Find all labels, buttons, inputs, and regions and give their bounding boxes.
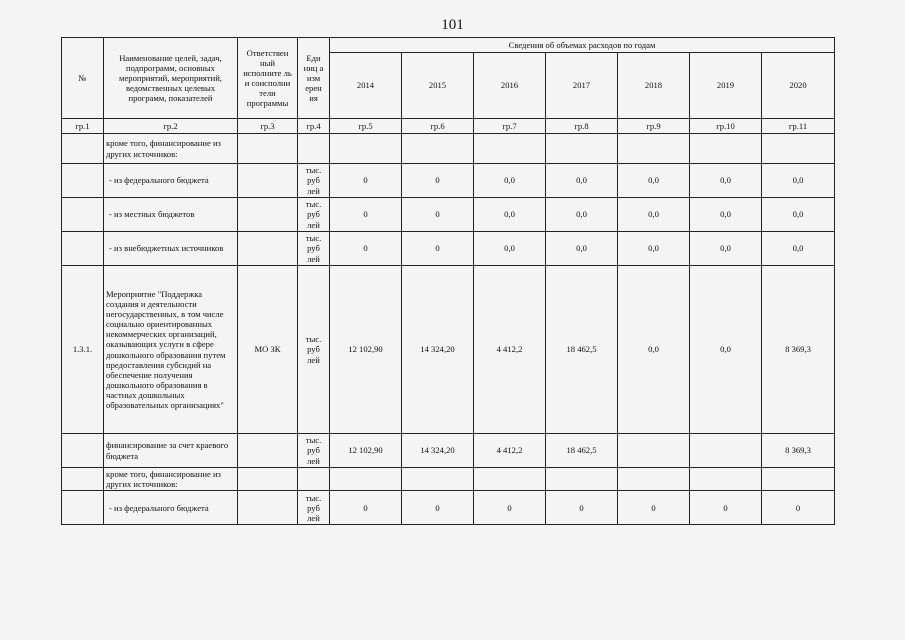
header-year: 2019 [690,52,762,118]
value-2014: 12 102,90 [330,266,402,434]
value-2015: 0 [402,164,474,198]
value-2018 [618,134,690,164]
value-2019 [690,434,762,468]
header-year: 2014 [330,52,402,118]
value-2016: 4 412,2 [474,434,546,468]
value-2020: 0,0 [762,198,835,232]
header-number: № [62,38,104,119]
value-2020: 0,0 [762,232,835,266]
row-executor [238,491,298,525]
row-unit [298,134,330,164]
row-executor [238,198,298,232]
value-2017: 18 462,5 [546,434,618,468]
header-year: 2017 [546,52,618,118]
header-year: 2018 [618,52,690,118]
value-2014: 0 [330,164,402,198]
value-2019: 0,0 [690,232,762,266]
header-year: 2015 [402,52,474,118]
value-2019: 0 [690,491,762,525]
value-2016: 4 412,2 [474,266,546,434]
table-header [62,38,835,134]
value-2020: 8 369,3 [762,266,835,434]
group-label: гр.4 [298,119,330,134]
row-number [62,468,104,491]
row-unit: тыс. руб лей [298,491,330,525]
value-2015: 0 [402,232,474,266]
table-row [62,134,835,164]
group-label: гр.7 [474,119,546,134]
value-2014 [330,134,402,164]
group-label: гр.8 [546,119,618,134]
table-row [62,468,835,491]
row-unit: тыс. руб лей [298,164,330,198]
value-2016: 0,0 [474,198,546,232]
value-2014: 0 [330,198,402,232]
row-unit: тыс. руб лей [298,266,330,434]
row-name: - из федерального бюджета [104,164,238,198]
row-name: - из федерального бюджета [104,491,238,525]
group-label: гр.10 [690,119,762,134]
value-2018: 0,0 [618,232,690,266]
row-name: Мероприятие "Поддержка создания и деятельности негосударственных, в том числе социально ориентированных некоммерческих организаций, оказывающих услуги в сфере дошкольного образования путем предоставления субсидий на обеспечение получения дошкольного образования в частных дошкольных образовательных организациях" [104,266,238,434]
row-executor [238,134,298,164]
group-label: гр.6 [402,119,474,134]
row-name: - из внебюджетных источников [104,232,238,266]
header-year: 2016 [474,52,546,118]
row-number [62,164,104,198]
row-name: - из местных бюджетов [104,198,238,232]
value-2017: 18 462,5 [546,266,618,434]
value-2017 [546,134,618,164]
value-2015: 0 [402,491,474,525]
row-number [62,434,104,468]
value-2018: 0 [618,491,690,525]
value-2014: 0 [330,232,402,266]
value-2019: 0,0 [690,266,762,434]
value-2015: 14 324,20 [402,434,474,468]
value-2019: 0,0 [690,198,762,232]
group-label: гр.5 [330,119,402,134]
row-unit: тыс. руб лей [298,434,330,468]
table-row [62,491,835,525]
value-2014: 12 102,90 [330,434,402,468]
header-year: 2020 [762,52,835,118]
value-2018 [618,468,690,491]
row-name: кроме того, финансирование из других источников: [104,468,238,491]
group-label: гр.11 [762,119,835,134]
group-label: гр.2 [104,119,238,134]
value-2014: 0 [330,491,402,525]
row-name: финансирование за счет краевого бюджета [104,434,238,468]
value-2020: 0,0 [762,164,835,198]
value-2019 [690,468,762,491]
row-unit: тыс. руб лей [298,198,330,232]
row-number [62,198,104,232]
group-label: гр.3 [238,119,298,134]
header-unit: Еди ниц а изм ерен ия [298,38,330,119]
value-2016: 0,0 [474,232,546,266]
row-name: кроме того, финансирование из других источников: [104,134,238,164]
header-executor: Ответствен ный исполните ль и соисполни тели программы [238,38,298,119]
row-executor: МО ЗК [238,266,298,434]
expense-table [61,37,835,525]
value-2018: 0,0 [618,198,690,232]
value-2015: 14 324,20 [402,266,474,434]
table-row-measure [62,266,835,434]
value-2019 [690,134,762,164]
value-2017: 0,0 [546,198,618,232]
value-2017 [546,468,618,491]
header-expense-group: Сведения об объемах расходов по годам [330,38,835,53]
row-number [62,491,104,525]
group-label: гр.1 [62,119,104,134]
group-label: гр.9 [618,119,690,134]
value-2015 [402,468,474,491]
row-number [62,232,104,266]
value-2018: 0,0 [618,266,690,434]
table-row [62,198,835,232]
value-2018 [618,434,690,468]
value-2016: 0,0 [474,164,546,198]
row-unit: тыс. руб лей [298,232,330,266]
value-2019: 0,0 [690,164,762,198]
value-2016: 0 [474,491,546,525]
page-number: 101 [441,17,464,33]
value-2014 [330,468,402,491]
row-number: 1.3.1. [62,266,104,434]
value-2020 [762,134,835,164]
row-executor [238,164,298,198]
value-2015 [402,134,474,164]
value-2018: 0,0 [618,164,690,198]
value-2016 [474,468,546,491]
value-2020 [762,468,835,491]
value-2017: 0,0 [546,232,618,266]
row-executor [238,434,298,468]
header-name: Наименование целей, задач, подпрограмм, основных мероприятий, мероприятий, ведомственных целевых программ, показателей [104,38,238,119]
row-unit [298,468,330,491]
value-2017: 0,0 [546,164,618,198]
group-label-row [62,119,835,134]
row-number [62,134,104,164]
value-2016 [474,134,546,164]
table-row [62,434,835,468]
row-executor [238,468,298,491]
table-body [62,134,835,525]
value-2020: 0 [762,491,835,525]
table-row [62,164,835,198]
value-2015: 0 [402,198,474,232]
row-executor [238,232,298,266]
value-2020: 8 369,3 [762,434,835,468]
table-row [62,232,835,266]
value-2017: 0 [546,491,618,525]
